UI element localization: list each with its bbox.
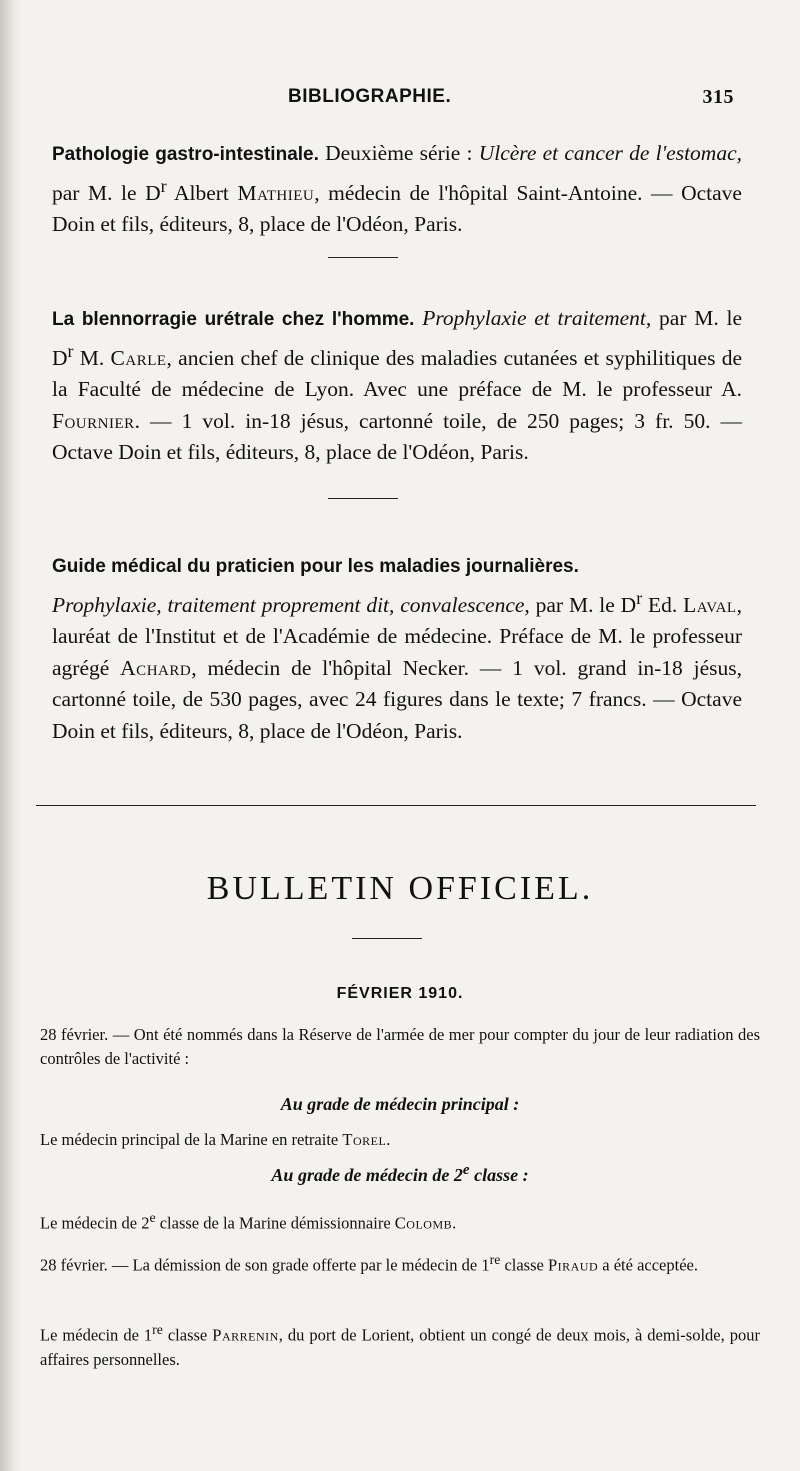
entry-text: M. — [73, 345, 111, 370]
page-edge-shadow — [0, 0, 22, 1471]
bulletin-title: BULLETIN OFFICIEL. — [206, 870, 594, 907]
bibliography-entry-3 — [52, 550, 742, 747]
paragraph-text: classe — [500, 1255, 548, 1275]
superscript: re — [489, 1252, 501, 1267]
running-head-title: BIBLIOGRAPHIE. — [288, 86, 452, 107]
paragraph-text: 28 février. — La démission de son grade offerte par le médecin de 1 — [40, 1255, 490, 1275]
entry-title: Pathologie gastro-intestinale. — [52, 144, 319, 165]
separator-rule — [352, 938, 422, 939]
entry-text: Ed. — [642, 592, 684, 617]
bibliography-entry-2 — [52, 303, 742, 469]
bulletin-paragraph-4 — [40, 1248, 760, 1278]
bulletin-paragraph-5 — [40, 1318, 760, 1372]
officer-name: Torel — [342, 1130, 387, 1149]
bulletin-paragraph-2 — [40, 1128, 760, 1152]
bulletin-paragraph-3 — [40, 1206, 760, 1236]
page-number: 315 — [702, 86, 734, 108]
heading-text: classe : — [469, 1165, 529, 1185]
preface-author-name: Fournier — [52, 408, 135, 433]
paragraph-text: , du port de Lorient, obtient un congé de deux mois, à demi-solde, pour affaires personnelles. — [40, 1325, 760, 1369]
entry-text: par M. le D — [529, 592, 637, 617]
running-head — [60, 86, 740, 116]
separator-rule — [328, 498, 398, 499]
entry-text: par M. le D — [52, 306, 743, 370]
paragraph-text: classe — [162, 1325, 213, 1345]
bulletin-paragraph-1: 28 février. — Ont été nommés dans la Réserve de l'armée de mer pour compter du jour de leur radiation des contrôles de l'activité : — [40, 1025, 760, 1068]
paragraph-text: . — [452, 1213, 457, 1233]
superscript: e — [149, 1210, 156, 1225]
entry-subtitle: Prophylaxie et traitement, — [414, 306, 652, 330]
preface-author-name: Achard — [120, 655, 192, 680]
superscript: e — [462, 1162, 470, 1178]
entry-title: La blennorragie urétrale chez l'homme. — [52, 309, 415, 330]
paragraph-text: Le médecin principal de la Marine en retraite — [40, 1130, 343, 1149]
author-name: Mathieu — [237, 180, 315, 205]
entry-text: par M. le D — [52, 180, 161, 205]
entry-text: Deuxième série : — [318, 141, 479, 165]
separator-rule — [328, 257, 398, 258]
grade-heading-1: Au grade de médecin principal : — [280, 1094, 520, 1114]
paragraph-text: a été acceptée. — [598, 1255, 698, 1275]
paragraph-text: . — [386, 1130, 391, 1149]
entry-subtitle: Prophylaxie, traitement proprement dit, convalescence, — [52, 592, 530, 617]
entry-text: . — 1 vol. in-18 jésus, cartonné toile, de 250 pages; 3 fr. 50. — Octave Doin et fils, éditeurs, 8, place de l'Odéon, Paris. — [52, 408, 742, 465]
officer-name: Colomb — [394, 1213, 453, 1233]
entry-subtitle: Ulcère et cancer de l'estomac, — [478, 141, 742, 165]
entry-text: , médecin de l'hôpital Necker. — 1 vol. grand in-18 jésus, cartonné toile, de 530 pages, avec 24 figures dans le texte; 7 francs. — Octave Doin et fils, éditeurs, 8, place de l'Odéon, Paris. — [52, 655, 742, 743]
grade-heading-2 — [0, 1162, 800, 1186]
author-name: Laval — [683, 592, 737, 617]
entry-text: Albert — [166, 180, 238, 205]
paragraph-text: classe de la Marine démissionnaire — [155, 1213, 395, 1233]
author-name: Carle — [110, 345, 167, 370]
heading-text: Au grade de médecin de 2 — [271, 1165, 463, 1185]
entry-text: , médecin de l'hôpital Saint-Antoine. — Octave Doin et fils, éditeurs, 8, place de l'Odéon, Paris. — [52, 180, 742, 237]
bulletin-month: FÉVRIER 1910. — [336, 985, 464, 1002]
paragraph-text: Le médecin de 2 — [40, 1213, 150, 1233]
entry-text: , ancien chef de clinique des maladies cutanées et syphilitiques de la Faculté de médecine de Lyon. Avec une préface de M. le professeur A. — [52, 345, 742, 402]
bibliography-entry-1 — [52, 138, 742, 241]
officer-name: Piraud — [547, 1255, 599, 1275]
superscript: r — [160, 175, 167, 196]
superscript: r — [636, 587, 643, 608]
superscript: re — [152, 1322, 163, 1337]
section-divider — [36, 805, 756, 806]
entry-title: Guide médical du praticien pour les maladies journalières. — [52, 556, 579, 577]
officer-name: Parrenin — [212, 1325, 279, 1345]
paragraph-text: Le médecin de 1 — [40, 1325, 153, 1345]
superscript: r — [67, 340, 74, 361]
entry-text: , lauréat de l'Institut et de l'Académie de médecine. Préface de M. le professeur agrégé — [52, 592, 742, 680]
